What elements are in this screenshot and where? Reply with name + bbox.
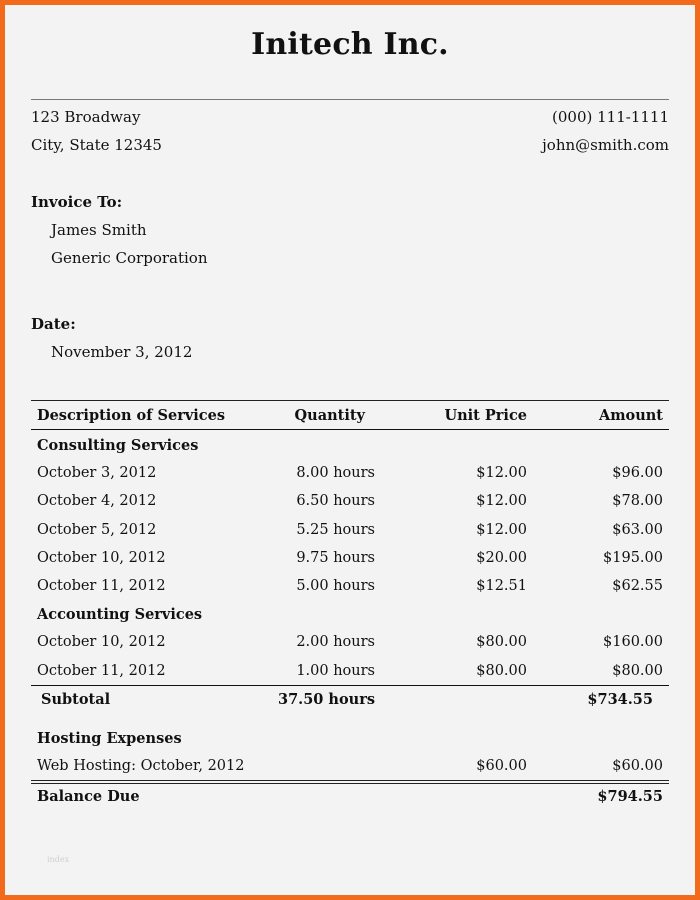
header-amount: Amount [598, 407, 663, 424]
balance-amount: $794.55 [597, 788, 663, 805]
table-row [31, 493, 669, 521]
row-unit-price: $12.00 [476, 522, 527, 538]
group-title: Hosting Expenses [37, 730, 182, 747]
header-rule [31, 99, 669, 100]
row-date: October 11, 2012 [37, 663, 166, 679]
row-unit-price: $12.00 [476, 465, 527, 481]
balance-label: Balance Due [37, 788, 140, 805]
subtotal-amount: $734.55 [587, 691, 653, 708]
row-amount: $160.00 [603, 634, 663, 650]
row-quantity: 5.25 hours [296, 522, 375, 538]
row-quantity: 9.75 hours [296, 550, 375, 566]
row-quantity: 1.00 hours [296, 663, 375, 679]
row-amount: $195.00 [603, 550, 663, 566]
row-unit-price: $12.00 [476, 493, 527, 509]
row-description: Web Hosting: October, 2012 [37, 758, 245, 774]
row-amount: $96.00 [612, 465, 663, 481]
row-amount: $78.00 [612, 493, 663, 509]
row-date: October 10, 2012 [37, 634, 166, 650]
invoice-to-label: Invoice To: [31, 193, 123, 211]
row-unit-price: $60.00 [476, 758, 527, 774]
group-title: Accounting Services [37, 606, 203, 623]
table-row [31, 550, 669, 578]
row-quantity: 5.00 hours [296, 578, 375, 594]
group-title: Consulting Services [37, 437, 199, 454]
invoice-date: November 3, 2012 [51, 343, 193, 361]
table-row [31, 522, 669, 550]
header-quantity: Quantity [294, 407, 365, 424]
table-top-rule [31, 400, 669, 401]
row-date: October 5, 2012 [37, 522, 157, 538]
row-amount: $63.00 [612, 522, 663, 538]
header-description: Description of Services [37, 407, 225, 424]
address-line-2: City, State 12345 [31, 136, 162, 154]
table-header-row [31, 407, 669, 435]
row-date: October 3, 2012 [37, 465, 157, 481]
subtotal-label: Subtotal [41, 691, 111, 708]
table-row [31, 663, 669, 691]
row-amount: $62.55 [612, 578, 663, 594]
row-quantity: 8.00 hours [296, 465, 375, 481]
watermark-text: index [47, 855, 70, 864]
header-bottom-rule [31, 429, 669, 430]
balance-rule [31, 780, 669, 784]
company-name: Initech Inc. [251, 27, 449, 62]
subtotal-rule [31, 685, 669, 686]
company-email: john@smith.com [542, 136, 669, 154]
row-amount: $60.00 [612, 758, 663, 774]
subtotal-row [31, 691, 669, 719]
company-phone: (000) 111-1111 [552, 108, 669, 126]
row-amount: $80.00 [612, 663, 663, 679]
group-accounting [31, 606, 669, 634]
address-line-1: 123 Broadway [31, 108, 141, 126]
row-quantity: 6.50 hours [296, 493, 375, 509]
row-unit-price: $80.00 [476, 634, 527, 650]
row-date: October 10, 2012 [37, 550, 166, 566]
row-quantity: 2.00 hours [296, 634, 375, 650]
row-unit-price: $12.51 [476, 578, 527, 594]
balance-row [31, 788, 669, 816]
table-row [31, 634, 669, 662]
date-label: Date: [31, 315, 76, 333]
table-row [31, 465, 669, 493]
group-hosting [31, 730, 669, 758]
group-consulting [31, 437, 669, 465]
row-unit-price: $80.00 [476, 663, 527, 679]
table-row [31, 578, 669, 606]
subtotal-quantity: 37.50 hours [277, 691, 375, 708]
header-unit-price: Unit Price [444, 407, 527, 424]
client-company: Generic Corporation [51, 249, 208, 267]
row-unit-price: $20.00 [476, 550, 527, 566]
row-date: October 4, 2012 [37, 493, 157, 509]
client-name: James Smith [51, 221, 147, 239]
row-date: October 11, 2012 [37, 578, 166, 594]
